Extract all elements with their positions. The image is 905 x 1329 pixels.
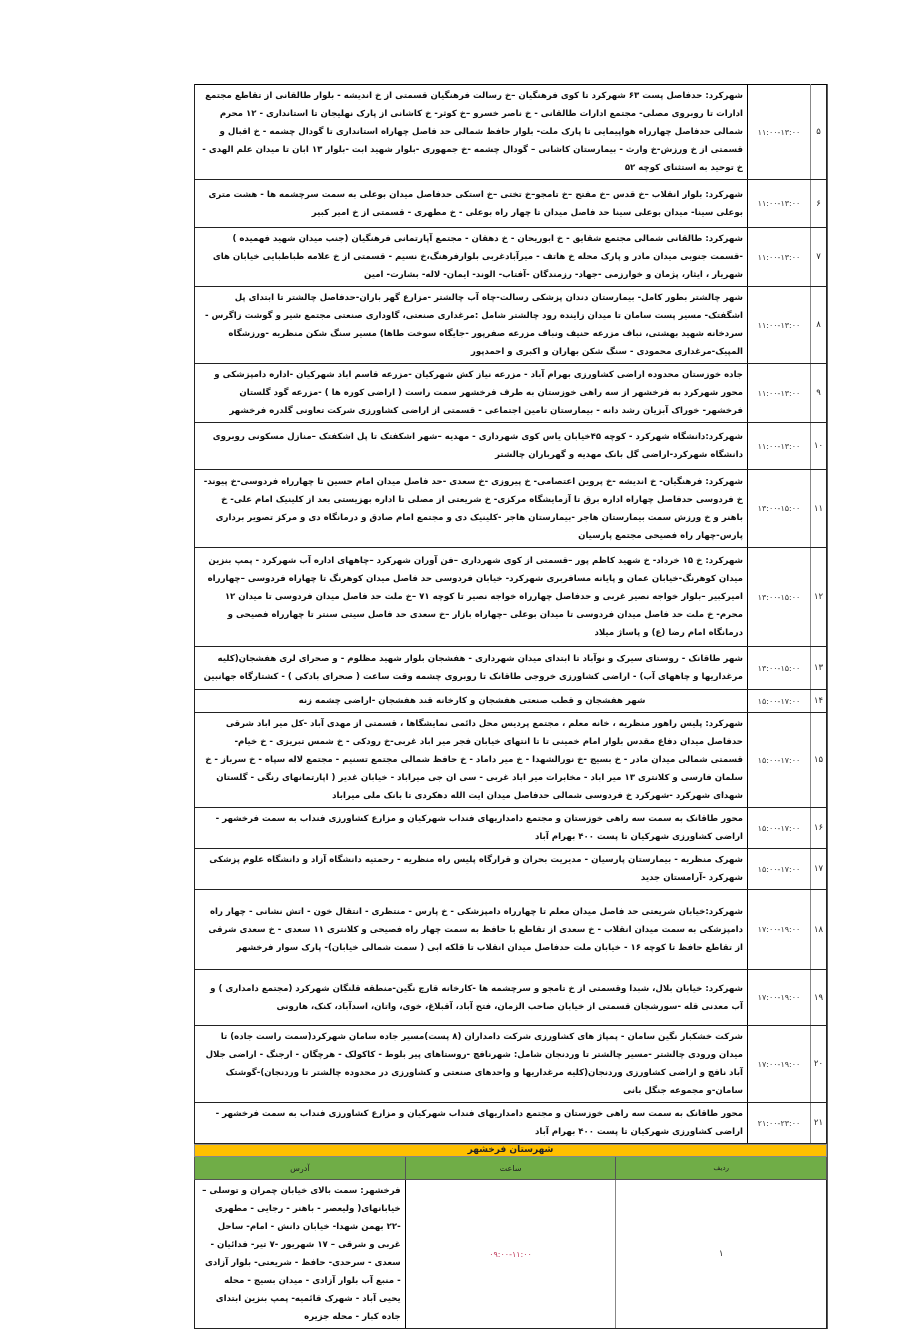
row-number: ۱۷ xyxy=(811,849,827,890)
time-range: ۱۷:۰۰-۱۹:۰۰ xyxy=(748,1026,811,1103)
table-header-row xyxy=(195,1157,827,1180)
address-cell: شهرکرد: بلوار انقلاب –خ قدس –خ مفتح –خ تامجو–خ تختی –خ استکی حدفاصل میدان بوعلی به سمت سرچشمه ها - هشت متری بوعلی سینا- میدان بوعلی سینا حد فاصل میدان تا چهار راه بوعلی - خ مطهری - قسمتی از خ امیر کبیر xyxy=(195,180,748,228)
address-cell: شهرکرد:خیابان شریعتی حد فاصل میدان معلم تا چهارراه دامپزشکی - خ پارس - منتظری - انتقال خون - اتش نشانی - چهار راه دامپزشکی به سمت میدان انقلاب - خ سعدی از تقاطع با حافظ به سمت چهار راه فصیحی و کلانتری ۱۱ سعدی - خ سعدی شرقی از تقاطع حافظ تا کوچه ۱۶ - خیابان ملت حدفاصل میدان انقلاب تا قلکه ابی ( سمت شمالی خیابان)- پارک سوار فرخشهر xyxy=(195,890,748,970)
time-range: ۱۱:۰۰-۱۳:۰۰ xyxy=(748,364,811,423)
section-title: شهرستان فرخشهر xyxy=(195,1145,827,1157)
address-cell: جاده خوزستان محدوده اراضی کشاورزی بهرام آباد - مزرعه نیاز کش شهرکیان -مزرعه قاسم اباد شهرکیان -اداره دامپزشکی و محور شهرکرد به فرخشهر از سه راهی خوزستان به طرف فرخشهر سمت راست ( اراضی کوره ها ) -مزرعه گود گلستان فرخشهر- خوراک آبزیان رشد دانه - بیمارستان تامین اجتماعی - قسمتی از اراضی کشاورزی شرکت تعاونی گلدره فرخشهر xyxy=(195,364,748,423)
table-row xyxy=(195,470,827,548)
time-range: ۱۱:۰۰-۱۳:۰۰ xyxy=(748,287,811,364)
table-row xyxy=(195,1026,827,1103)
address-cell: شهرکرد: فرهنگیان- خ اندیشه -خ پروین اعتصامی- خ پیروزی -خ سعدی -حد فاصل میدان امام حسین تا چهارراه فردوسی-خ پیوند- خ فردوسی حدفاصل چهاراه اداره برق تا آزمایشگاه مرکزی- خ شریعتی از مصلی تا اداره بهزیستی بعد از کلینیک امام علی- خ باهنر و خ ورزش سمت بیمارستان هاجر -بیمارستان هاجر -کلینیک دی و مجتمع امام صادق و درمانگاه دی و مرکز تصویر برداری پارس-چهار راه فصیحی مجتمع پارسیان xyxy=(195,470,748,548)
address-cell: محور طاقانک به سمت سه راهی خوزستان و مجتمع دامداریهای فنداب شهرکیان و مزارع کشاورزی فنداب به سمت فرخشهر - اراضی کشاورزی شهرکیان تا پست ۴۰۰ بهرام آباد xyxy=(195,1103,748,1144)
table-row xyxy=(195,180,827,228)
table-row xyxy=(195,890,827,970)
address-cell: شهرکرد: خ ۱۵ خرداد- خ شهید کاظم پور –قسمتی از کوی شهرداری –فن آوران شهرکرد –چاههای اداره آب شهرکرد - پمپ بنزین میدان کوهرنگ-خیابان عمان و پایانه مسافربری شهرکرد- خیابان فردوسی حد فاصل میدان کوهرنگ تا چهاراه فردوسی –چهارراه امیرکبیر –بلوار خواجه نصیر غربی و حدفاصل چهارراه خواجه نصیر تا کوچه ۷۱ –خ ملت حد فاصل میدان فردوسی تا میدان ۱۲ محرم- خ ملت حد فاصل میدان فردوسی تا میدان بوعلی –چهاراه بازار –خ سعدی حد فاصل سیتی سنتر تا چهارراه فصیحی و درمانگاه امام رضا (ع) و پاساژ میلاد xyxy=(195,548,748,647)
time-range: ۱۳:۰۰-۱۵:۰۰ xyxy=(748,470,811,548)
address-cell: شهرک منظریه - بیمارستان پارسیان - مدیریت بحران و قرارگاه پلیس راه منظریه - رحمتیه دانشگاه آزاد و دانشگاه علوم پزشکی شهرکرد -آرامستان جدید xyxy=(195,849,748,890)
address-cell: محور طاقانک به سمت سه راهی خوزستان و مجتمع دامداریهای فنداب شهرکیان و مزارع کشاورزی فنداب به سمت فرخشهر - اراضی کشاورزی شهرکیان تا پست ۴۰۰ بهرام آباد xyxy=(195,808,748,849)
time-range: ۱۱:۰۰-۱۳:۰۰ xyxy=(748,228,811,287)
header-row-number: ردیف xyxy=(616,1157,827,1180)
row-number: ۲۰ xyxy=(811,1026,827,1103)
row-number: ۲۱ xyxy=(811,1103,827,1144)
address-cell: شهرکرد: خیابان بلال، شبدا وقسمتی از خ تامجو و سرچشمه ها -کارخانه قارچ نگین-منطقه قلنگان شهرکرد (مجتمع دامداری ) و آب معدنی قله -سورشجان قسمتی از خیابان صاحب الزمان، فتح آباد، آقبلاغ، خوی، واتان، اسدآباد، کنک، هارونی xyxy=(195,970,748,1026)
row-number: ۱۰ xyxy=(811,423,827,470)
time-range: ۰۹:۰۰-۱۱:۰۰ xyxy=(405,1180,616,1329)
table-row xyxy=(195,548,827,647)
time-range: ۱۱:۰۰-۱۳:۰۰ xyxy=(748,180,811,228)
table-row xyxy=(195,647,827,690)
row-number: ۱۱ xyxy=(811,470,827,548)
header-time: ساعت xyxy=(405,1157,616,1180)
address-cell: شهرکرد: حدفاصل پست ۶۳ شهرکرد تا کوی فرهنگیان –خ رسالت فرهنگیان قسمتی از خ اندیشه - بلوار طالقانی از تقاطع مجتمع ادارات تا روبروی مصلی- مجتمع ادارات طالقانی - خ ناصر خسرو –خ کوثر- خ کاشانی از پارک نهلیجان تا استانداری - ۱۲ محرم شمالی حدفاصل چهارراه هواپیمایی تا پارک ملت- بلوار حافظ شمالی حد فاصل چهاراه استانداری تا گودال چشمه - خ اقبال و قسمتی از خ ورزش-خ وارث - بیمارستان کاشانی – گودال چشمه -خ جمهوری -بلوار شهید ابت -بلوار ۱۳ ابان تا میدان علم الهدی - خ توحید به استثنای کوچه ۵۲ xyxy=(195,85,748,180)
row-number: ۱۲ xyxy=(811,548,827,647)
outage-schedule-document xyxy=(194,84,828,1329)
row-number: ۱۳ xyxy=(811,647,827,690)
time-range: ۱۷:۰۰-۱۹:۰۰ xyxy=(748,890,811,970)
table-row xyxy=(195,690,827,713)
table-row xyxy=(195,970,827,1026)
time-range: ۲۱:۰۰-۲۳:۰۰ xyxy=(748,1103,811,1144)
address-cell: فرخشهر: سمت بالای خیابان چمران و توسلی –خیابانهای( ولیعصر - باهنر - رجایی - مطهری -۲۲ بهمن شهدا- خیابان دانش - امام- ساحل غربی و شرقی – ۱۷ شهریور -۷ تیر- فدائیان - سعدی - سرحدی- حافظ - شریعتی- بلوار آزادی - منبع آب بلوار آزادی - میدان بسیج - محله یحیی آباد - شهرک قائمیه- پمپ بنزین ابتدای جاده کبار - محله جزیره xyxy=(195,1180,406,1329)
address-cell: شهرکرد:دانشگاه شهرکرد - کوچه ۴۵خیابان یاس کوی شهرداری - مهدیه –شهر اشکفتک تا پل اشکفتک –منازل مسکونی روبروی دانشگاه شهرکرد-اراضی گل بانک مهدیه و گهرباران چالشتر xyxy=(195,423,748,470)
row-number: ۱ xyxy=(616,1180,827,1329)
header-address: آدرس xyxy=(195,1157,406,1180)
row-number: ۹ xyxy=(811,364,827,423)
table-row xyxy=(195,287,827,364)
time-range: ۱۵:۰۰-۱۷:۰۰ xyxy=(748,713,811,808)
schedule-table-shahrekord xyxy=(194,84,827,1144)
address-cell: شهرکرد: پلیس راهور منظریه ، خانه معلم ، مجتمع پردیس محل دائمی نمایشگاها ، قسمتی از مهدی آباد -کل میر اباد شرقی حدفاصل میدان دفاع مقدس بلوار امام خمینی تا تا انتهای خیابان فجر میر اباد غربی-خ رودکی - خ شمس تبریزی - خ خیام- قسمتی شمالی میدان مادر - خ بسیج -خ نورالشهدا - خ میر داماد - خ حافظ شمالی مجتمع تسنیم - مجتمع لاله سپاه - خ سرباز - خ سلمان فارسی و کلانتری ۱۳ میر اباد - مخابرات میر اباد غربی - سی ان جی میراباد - خیابان غدیر ( اپارتمانهای رنگی - گلستان شهدای شهرکرد -شهرکرد خ فردوسی شمالی حدفاصل میدان ایت الله دهکردی تا بانک ملی میراباد xyxy=(195,713,748,808)
time-range: ۱۱:۰۰-۱۳:۰۰ xyxy=(748,423,811,470)
table-row xyxy=(195,808,827,849)
table-row xyxy=(195,849,827,890)
table-row xyxy=(195,228,827,287)
table-row xyxy=(195,1103,827,1144)
time-range: ۱۵:۰۰-۱۷:۰۰ xyxy=(748,808,811,849)
section-title-row xyxy=(195,1145,827,1157)
row-number: ۷ xyxy=(811,228,827,287)
row-number: ۶ xyxy=(811,180,827,228)
row-number: ۸ xyxy=(811,287,827,364)
schedule-table-farrokhshahr xyxy=(194,1144,827,1329)
address-cell: شهر چالشتر بطور کامل- بیمارستان دندان پزشکی رسالت-چاه آب چالشتر -مزارع گهر باران-حدفاصل چالشتر تا ابتدای پل اشگفتک- مسیر پست سامان تا میدان زاینده رود چالشتر شامل :مرغداری صنعتی، گاوداری صنعتی مجتمع شیر و گوشت زاگرس - سردخانه شهید بهشتی، نباف مزرعه حنیف ونباف مزرعه صفرپور -جایگاه سوخت طاها) مسیر سنگ شکن منظریه -ورزشگاه المپیک-مرغداری محمودی - سنگ شکن بهاران و اکبری و احمدپور xyxy=(195,287,748,364)
table-row xyxy=(195,85,827,180)
row-number: ۵ xyxy=(811,85,827,180)
time-range: ۱۳:۰۰-۱۵:۰۰ xyxy=(748,647,811,690)
row-number: ۱۶ xyxy=(811,808,827,849)
time-range: ۱۱:۰۰-۱۳:۰۰ xyxy=(748,85,811,180)
table-row xyxy=(195,713,827,808)
time-range: ۱۳:۰۰-۱۵:۰۰ xyxy=(748,548,811,647)
table-row xyxy=(195,1180,827,1329)
table-row xyxy=(195,364,827,423)
address-cell: شهر هفشجان و قطب صنعتی هفشجان و کارخانه قند هفشجان -اراضی چشمه زنه xyxy=(195,690,748,713)
time-range: ۱۵:۰۰-۱۷:۰۰ xyxy=(748,849,811,890)
address-cell: شهر طاقانک - روستای سیرک و نوآباد تا ابتدای میدان شهرداری - هفشجان بلوار شهید مظلوم - و صحرای لری هفشجان(کلیه مرغداریها و چاههای آب) - اراضی کشاورزی خروجی طاقانک تا روبروی چشمه وقت ساعت ( صحرای بادکی ) - کشتارگاه جهانبین xyxy=(195,647,748,690)
time-range: ۱۵:۰۰-۱۷:۰۰ xyxy=(748,690,811,713)
row-number: ۱۵ xyxy=(811,713,827,808)
row-number: ۱۸ xyxy=(811,890,827,970)
address-cell: شرکت خشکبار نگین سامان - پمپاژ های کشاورزی شرکت دامداران (۸ پست)مسیر جاده سامان شهرکرد(سمت راست جاده) تا میدان ورودی چالشتر -مسیر چالشتر تا وردنجان شامل: شهرنافچ -روستاهای پیر بلوط - کاکولک - هرچگان - ارجنگ - اراضی جلال آباد نافچ و اراضی کشاورزی وردنجان(کلیه مرغداریها و واحدهای صنعتی و کشاورزی در محدوده چالشتر تا وردنجان)-گوشتک سامان-و مجموعه جنگل بانی xyxy=(195,1026,748,1103)
table-row xyxy=(195,423,827,470)
row-number: ۱۴ xyxy=(811,690,827,713)
time-range: ۱۷:۰۰-۱۹:۰۰ xyxy=(748,970,811,1026)
address-cell: شهرکرد: طالقانی شمالی مجتمع شقایق - خ ابوریحان - خ دهقان - مجتمع آپارتمانی فرهنگیان (جنب میدان شهید فهمیده ) -قسمت جنوبی میدان مادر و پارک محله خ هاتف - میرآبادغربی بلوارفرهنگ،خ نسیم - قسمتی از خ علامه طباطبایی خیابان های شهریار ، ایثار، پژمان و خوارزمی -جهاد- رزمندگان -آفتاب- الوند- ایمان- لاله- بشارت- امین xyxy=(195,228,748,287)
row-number: ۱۹ xyxy=(811,970,827,1026)
